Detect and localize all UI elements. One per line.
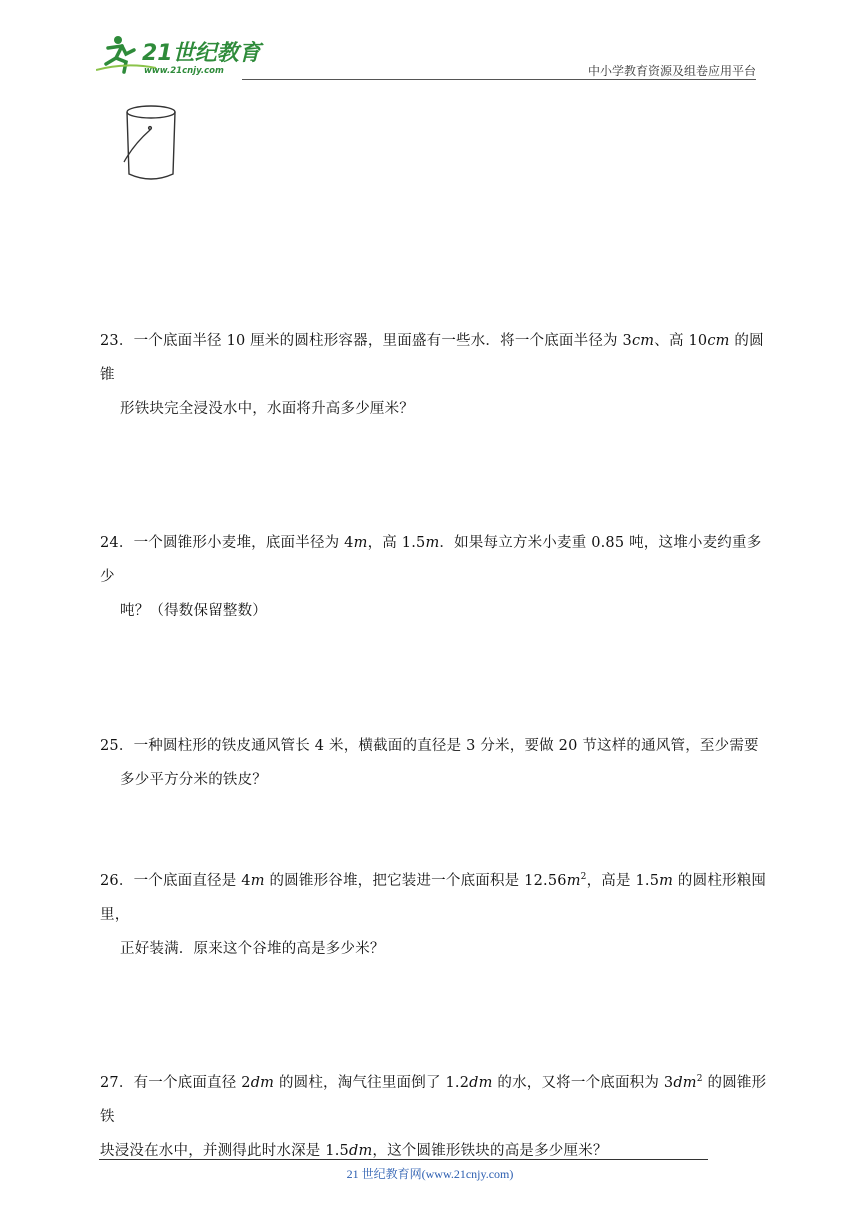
- question-27: 27．有一个底面直径 2dm 的圆柱，淘气往里面倒了 1.2dm 的水，又将一个底面积为 $3dm^2$ 的圆锥形铁 块浸没在水中，并测得此时水深是 1.5dm，这个圆锥形铁块的高是多少厘米？: [100, 1074, 767, 1159]
- header-divider: [242, 79, 756, 80]
- footer-divider: [99, 1159, 708, 1160]
- question-25: 25．一种圆柱形的铁皮通风管长 4 米，横截面的直径是 3 分米，要做 20 节这样的通风管，至少需要 多少平方分米的铁皮？: [100, 738, 759, 788]
- bucket-illustration: [116, 102, 186, 184]
- svg-text:www.21cnjy.com: www.21cnjy.com: [144, 66, 224, 76]
- footer-text[interactable]: 21 世纪教育网(www.21cnjy.com): [346, 1167, 514, 1181]
- question-23: 23．一个底面半径 10 厘米的圆柱形容器，里面盛有一些水．将一个底面半径为 3cm、高 10cm 的圆锥 形铁块完全浸没水中，水面将升高多少厘米？: [100, 333, 764, 417]
- logo-runner-icon: [96, 32, 266, 76]
- site-logo: [96, 32, 266, 76]
- question-24: 24．一个圆锥形小麦堆，底面半径为 4m，高 1.5m．如果每立方米小麦重 0.85 吨，这堆小麦约重多少 吨？（得数保留整数）: [100, 535, 762, 619]
- svg-text:21世纪教育: 21世纪教育: [142, 41, 261, 66]
- platform-tagline: 中小学教育资源及组卷应用平台: [587, 64, 756, 78]
- question-26: 26．一个底面直径是 4m 的圆锥形谷堆，把它装进一个底面积是 $12.56m^2$，高是 1.5m 的圆柱形粮囤里， 正好装满．原来这个谷堆的高是多少米？: [100, 872, 767, 957]
- page-header: [96, 32, 756, 78]
